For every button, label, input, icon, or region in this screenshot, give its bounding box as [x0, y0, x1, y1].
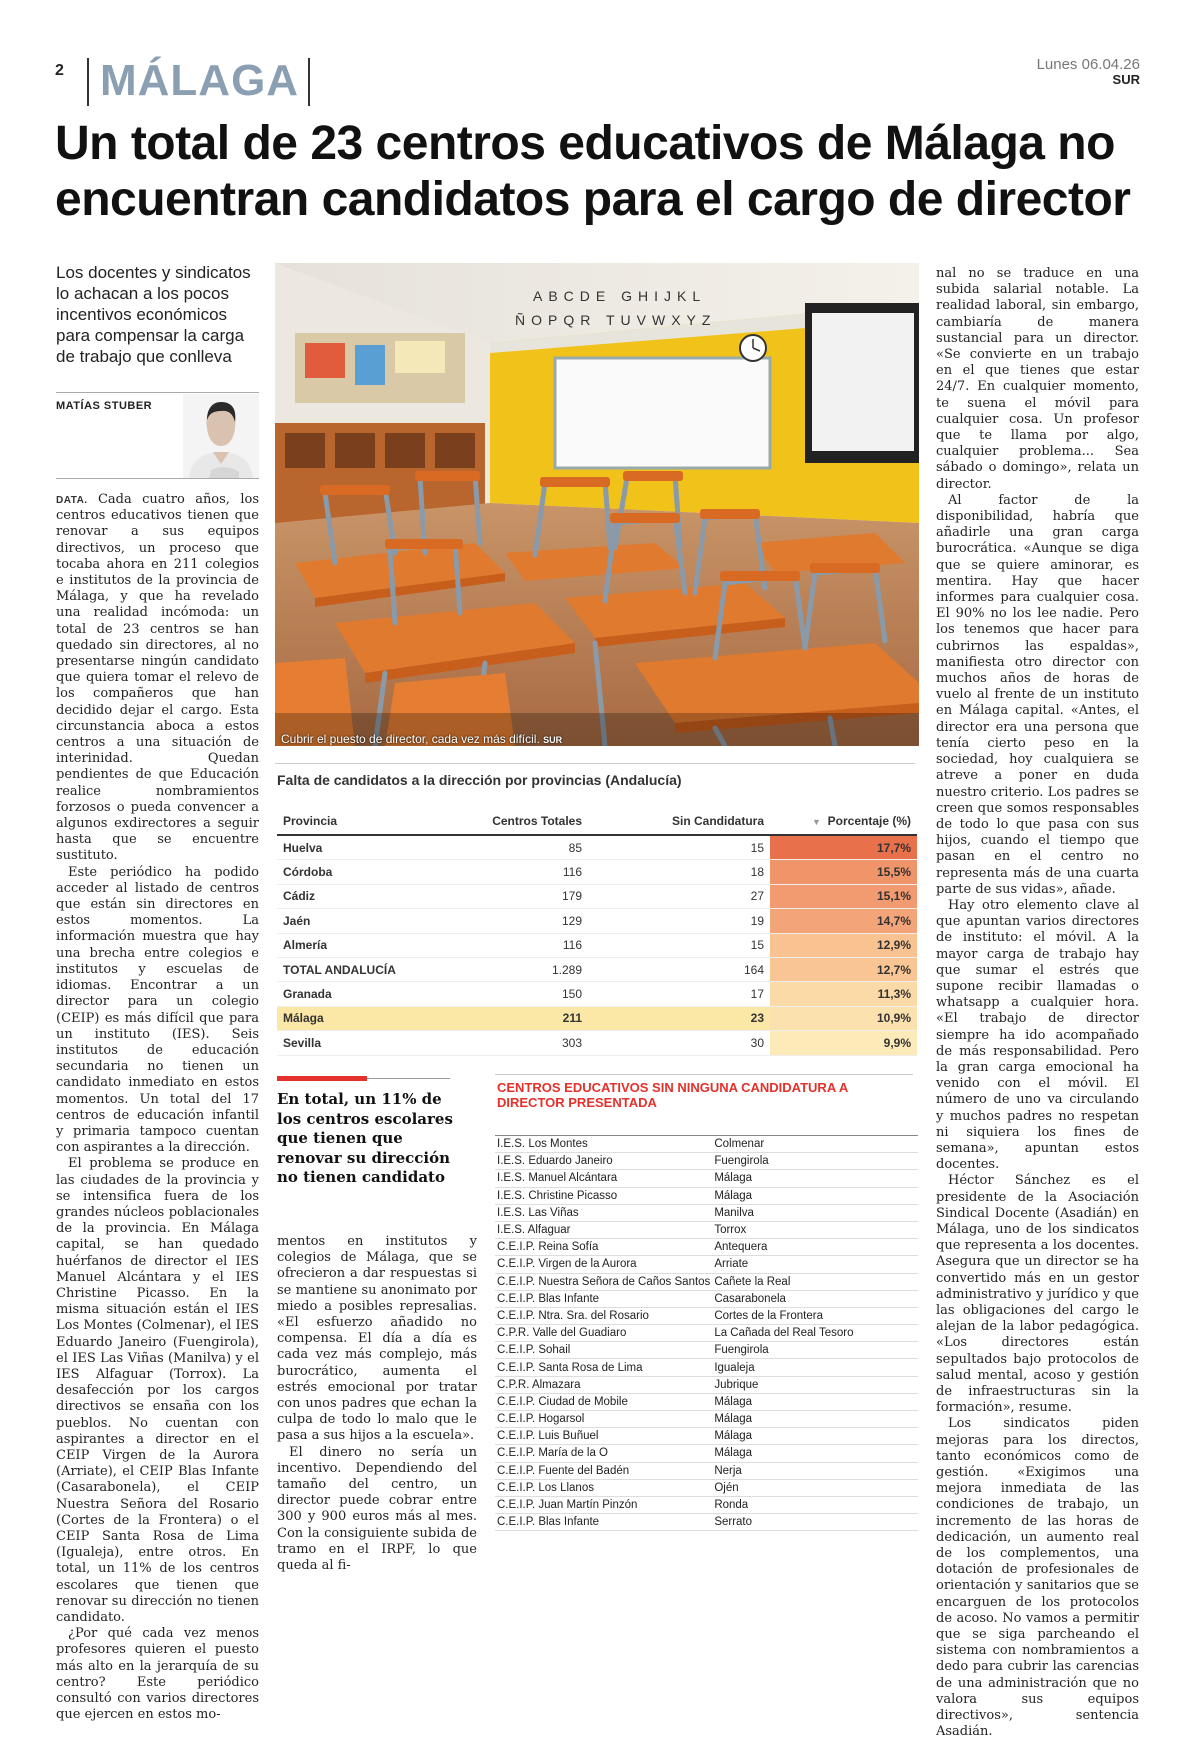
section-divider-left — [87, 58, 89, 106]
table-row — [277, 1006, 917, 1030]
center-name: C.E.I.P. Nuestra Señora de Caños Santos — [495, 1273, 712, 1290]
center-town: Casarabonela — [712, 1290, 918, 1307]
cell-porcentaje: 17,7% — [770, 835, 917, 860]
center-name: C.E.I.P. Los Llanos — [495, 1479, 712, 1496]
table-row — [277, 835, 917, 860]
cell-sin-candidatura: 164 — [588, 957, 770, 981]
cell-sin-candidatura: 15 — [588, 835, 770, 860]
list-item — [495, 1393, 918, 1410]
cell-porcentaje: 12,9% — [770, 933, 917, 957]
cell-provincia: Cádiz — [277, 884, 426, 908]
centers-list — [495, 1135, 918, 1531]
center-name: C.E.I.P. Sohail — [495, 1342, 712, 1359]
center-town: Nerja — [712, 1462, 918, 1479]
center-name: I.E.S. Los Montes — [495, 1136, 712, 1153]
center-town: Arriate — [712, 1256, 918, 1273]
divider — [56, 478, 259, 479]
cell-centros-totales: 303 — [426, 1031, 588, 1055]
center-name: I.E.S. Eduardo Janeiro — [495, 1153, 712, 1170]
divider — [367, 1078, 450, 1079]
center-name: I.E.S. Las Viñas — [495, 1204, 712, 1221]
cell-porcentaje: 12,7% — [770, 957, 917, 981]
table-row — [277, 933, 917, 957]
center-name: I.E.S. Alfaguar — [495, 1221, 712, 1238]
list-item — [495, 1325, 918, 1342]
cell-provincia: Huelva — [277, 835, 426, 860]
cell-provincia: Málaga — [277, 1006, 426, 1030]
table-row — [277, 909, 917, 933]
list-title: CENTROS EDUCATIVOS SIN NINGUNA CANDIDATURA A DIRECTOR PRESENTADA — [497, 1080, 848, 1110]
issue-date: Lunes 06.04.26 — [1036, 56, 1140, 73]
list-item — [495, 1479, 918, 1496]
center-town: Igualeja — [712, 1359, 918, 1376]
cell-centros-totales: 179 — [426, 884, 588, 908]
alphabet-banner-bottom: ÑOPQR TUVWXYZ — [515, 312, 717, 328]
center-town: Málaga — [712, 1445, 918, 1462]
list-item — [495, 1204, 918, 1221]
list-item — [495, 1256, 918, 1273]
center-name: I.E.S. Christine Picasso — [495, 1187, 712, 1204]
pullquote: En total, un 11% de los centros escolares que tienen que renovar su dirección no tienen candidato — [277, 1090, 453, 1186]
center-town: Cañete la Real — [712, 1273, 918, 1290]
center-town: Jubrique — [712, 1376, 918, 1393]
center-town: Málaga — [712, 1393, 918, 1410]
center-town: Manilva — [712, 1204, 918, 1221]
center-town: Málaga — [712, 1428, 918, 1445]
cell-centros-totales: 211 — [426, 1006, 588, 1030]
table-row — [277, 982, 917, 1006]
center-name: C.E.I.P. María de la O — [495, 1445, 712, 1462]
center-town: Málaga — [712, 1411, 918, 1428]
list-item — [495, 1376, 918, 1393]
paragraph: ¿Por qué cada vez menos profesores quieren el puesto más alto en la jerarquía de su centro? Este periódico consultó con varios directores que ejercen en estos mo- — [56, 1626, 259, 1723]
provinces-table — [277, 808, 917, 1056]
list-item — [495, 1462, 918, 1479]
list-item — [495, 1428, 918, 1445]
cell-centros-totales: 150 — [426, 982, 588, 1006]
cell-sin-candidatura: 19 — [588, 909, 770, 933]
cell-provincia: Córdoba — [277, 860, 426, 884]
center-town: Ojén — [712, 1479, 918, 1496]
cell-provincia: Almería — [277, 933, 426, 957]
cell-porcentaje: 11,3% — [770, 982, 917, 1006]
center-name: C.P.R. Almazara — [495, 1376, 712, 1393]
list-item — [495, 1273, 918, 1290]
cell-sin-candidatura: 27 — [588, 884, 770, 908]
table-row — [277, 1031, 917, 1055]
dateline: DATA. — [56, 495, 88, 506]
center-name: C.E.I.P. Santa Rosa de Lima — [495, 1359, 712, 1376]
paragraph: Al factor de la disponibilidad, habría que añadirle una gran carga burocrática. «Aunque se diga que se quiere aminorar, es mentira. Hay que hacer informes para cualquier cosa. El 90% no los lee nadie. Pero los tenemos que hacer para cubrirnos las espaldas», manifiesta otro director con muchos años de horas de vuelo al frente de un instituto en Málaga capital. «Antes, el director era una persona que tenía cierto peso en la sociedad, hoy cualquiera se atreve a poner en duda nuestro criterio. Los padres se creen que somos responsables de todo lo que pasa con sus hijos, cuando el tiempo que pasan en el centro no representa más de una cuarta parte de sus vidas», añade. — [936, 492, 1139, 897]
center-name: C.E.I.P. Virgen de la Aurora — [495, 1256, 712, 1273]
cell-sin-candidatura: 18 — [588, 860, 770, 884]
cell-centros-totales: 129 — [426, 909, 588, 933]
author-photo — [183, 394, 259, 478]
cell-sin-candidatura: 15 — [588, 933, 770, 957]
subtitle: Los docentes y sindicatos lo achacan a los pocos incentivos económicos para compensar la carga de trabajo que conlleva — [56, 263, 251, 366]
center-name: C.E.I.P. Hogarsol — [495, 1411, 712, 1428]
column-header-sin-candidatura: Sin Candidatura — [588, 808, 770, 835]
cell-centros-totales: 1.289 — [426, 957, 588, 981]
cell-provincia: TOTAL ANDALUCÍA — [277, 957, 426, 981]
column-header-centros-totales: Centros Totales — [426, 808, 588, 835]
classroom-photo — [275, 263, 919, 746]
cell-porcentaje: 15,1% — [770, 884, 917, 908]
list-item — [495, 1136, 918, 1153]
list-item — [495, 1239, 918, 1256]
center-town: Antequera — [712, 1239, 918, 1256]
center-town: Cortes de la Frontera — [712, 1307, 918, 1324]
center-name: C.E.I.P. Blas Infante — [495, 1290, 712, 1307]
paragraph: Cada cuatro años, los centros educativos tienen que renovar a sus equipos directivos, un proceso que tocaba ahora en 211 colegios e institutos de la provincia de Málaga, y que ha revelado una realidad incómoda: un total de 23 centros se han quedado sin directores, al no presentarse ningún candidato que quiera tomar el relevo de los compañeros que han decidido dejar el cargo. Esta circunstancia aboca a estos centros a una situación de interinidad. Quedan pendientes de que Educación realice nombramientos forzosos o pueda convencer a algunos exdirectores a seguir hasta que se encuentre sustituto. — [56, 492, 259, 864]
center-name: C.E.I.P. Ciudad de Mobile — [495, 1393, 712, 1410]
newspaper-brand: SUR — [1112, 72, 1140, 87]
list-item — [495, 1496, 918, 1513]
cell-porcentaje: 10,9% — [770, 1006, 917, 1030]
section-title: MÁLAGA — [100, 56, 300, 105]
article-column-2 — [277, 1234, 477, 1574]
table-title: Falta de candidatos a la dirección por provincias (Andalucía) — [277, 772, 682, 788]
table-header-row — [277, 808, 917, 835]
cell-centros-totales: 85 — [426, 835, 588, 860]
page-number: 2 — [55, 62, 64, 79]
paragraph: Este periódico ha podido acceder al listado de centros que están sin directores en estos momentos. La información muestra que hay una brecha entre colegios e institutos y escuelas de idiomas. Encontrar a un director para un colegio (CEIP) es más difícil que para un instituto (IES). Seis institutos de educación secundaria no tienen un candidato inmediato en estos momentos. Un total del 17 centros de educación infantil y primaria tampoco cuentan con aspirantes a la dirección. — [56, 864, 259, 1156]
cell-centros-totales: 116 — [426, 933, 588, 957]
list-item — [495, 1411, 918, 1428]
article-column-4 — [936, 266, 1139, 1740]
column-header-provincia: Provincia — [277, 808, 426, 835]
article-column-1 — [56, 492, 259, 1723]
column-header-porcentaje[interactable]: ▼ Porcentaje (%) — [770, 808, 917, 835]
center-town: Fuengirola — [712, 1342, 918, 1359]
table-row — [277, 884, 917, 908]
paragraph: nal no se traduce en una subida salarial notable. La realidad laboral, sin embargo, cambiaría de manera sustancial para un director. «Se convierte en un trabajo en el que tienes que estar 24/7. En cualquier momento, te suena el móvil para cualquier cosa. Un profesor que te llama por algo, cualquier problema... Sea sábado o domingo», relata un director. — [936, 266, 1139, 492]
table-row — [277, 860, 917, 884]
alphabet-banner-top: ABCDE GHIJKL — [533, 288, 707, 304]
center-town: Serrato — [712, 1514, 918, 1531]
paragraph: Héctor Sánchez es el presidente de la Asociación Sindical Docente (Asadián) en Málaga, uno de los sindicatos que representa a los docentes. Asegura que un director se ha convertido más en un gestor administrativo y jurídico y que las obligaciones del cargo le alejan de la labor pedagógica. «Los directores están sepultados bajo protocolos de salud mental, acoso y gestión de infraestructuras sin la formación», resume. — [936, 1173, 1139, 1416]
paragraph: mentos en institutos y colegios de Málaga, que se ofrecieron a dar respuestas si se mantiene su anonimato por miedo a posibles represalias. «El esfuerzo añadido no compensa. El día a día es cada vez más complejo, más burocrático, aumenta el estrés emocional por tratar con unos padres que echan la culpa de todo lo malo que le pasa a sus hijos a la escuela». — [277, 1234, 477, 1444]
caption-text: Cubrir el puesto de director, cada vez más difícil. — [281, 732, 540, 746]
paragraph: Hay otro elemento clave al que apuntan varios directores de instituto: el móvil. A la mayor carga de trabajo hay que sumar el estrés que supone recibir llamadas o whatsapp a cualquier hora. «El trabajo de director siempre ha ido acompañado de más responsabilidad. Pero la gran carga emocional ha venido con el móvil. El número de uno va circulando y muchos padres no respetan ni siquiera los fines de semana», apuntan estos docentes. — [936, 897, 1139, 1173]
center-name: C.E.I.P. Fuente del Badén — [495, 1462, 712, 1479]
center-name: C.E.I.P. Blas Infante — [495, 1514, 712, 1531]
cell-sin-candidatura: 23 — [588, 1006, 770, 1030]
paragraph: El problema se produce en las ciudades de la provincia y se intensifica fuera de los grandes núcleos poblacionales de la provincia. En Málaga capital, se han quedado huérfanos de director el IES Manuel Alcántara y el IES Christine Picasso. En la misma situación están el IES Los Montes (Colmenar), el IES Eduardo Janeiro (Fuengirola), el IES Las Viñas (Manilva) y el IES Alfaguar (Torrox). La desafección por los cargos directivos se ensaña con los pueblos. No cuentan con aspirantes a director en el CEIP Virgen de la Aurora (Arriate), el CEIP Blas Infante (Casarabonela), el CEIP Nuestra Señora del Rosario (Cortes de la Frontera) o el CEIP Santa Rosa de Lima (Igualeja), entre otros. En total, un 11% de los centros escolares que tienen que renovar su dirección no tienen candidato. — [56, 1156, 259, 1626]
list-item — [495, 1153, 918, 1170]
cell-sin-candidatura: 17 — [588, 982, 770, 1006]
paragraph: El dinero no sería un incentivo. Dependiendo del tamaño del centro, un director puede cobrar entre 300 y 900 euros más al mes. Con la consiguiente subida de tramo en el IRPF, lo que queda al fi- — [277, 1444, 477, 1574]
cell-provincia: Jaén — [277, 909, 426, 933]
sort-icon: ▼ — [812, 817, 821, 827]
center-name: C.E.I.P. Reina Sofía — [495, 1239, 712, 1256]
divider — [275, 763, 915, 764]
list-item — [495, 1187, 918, 1204]
center-name: I.E.S. Manuel Alcántara — [495, 1170, 712, 1187]
center-name: C.E.I.P. Juan Martín Pinzón — [495, 1496, 712, 1513]
paragraph: Los sindicatos piden mejoras para los directos, tanto económicos como de gestión. «Exigimos una mejora inmediata de las condiciones de trabajo, un incremento de las horas de dedicación, un aumento real de los complementos, una dotación de profesionales de orientación y sanitarios que se encarguen de los protocolos de acoso. No vamos a permitir que se siga parcheando el sistema con nombramientos a dedo para cubrir las carencias de una administración que no valora sus equipos directivos», sentencia Asadián. — [936, 1416, 1139, 1740]
list-item — [495, 1307, 918, 1324]
cell-provincia: Granada — [277, 982, 426, 1006]
center-town: Ronda — [712, 1496, 918, 1513]
pullquote-accent-bar — [277, 1076, 367, 1081]
list-item — [495, 1445, 918, 1462]
center-name: C.P.R. Valle del Guadiaro — [495, 1325, 712, 1342]
photo-credit: SUR — [543, 735, 563, 745]
list-item — [495, 1342, 918, 1359]
cell-porcentaje: 15,5% — [770, 860, 917, 884]
list-item — [495, 1359, 918, 1376]
center-town: Málaga — [712, 1187, 918, 1204]
cell-porcentaje: 9,9% — [770, 1031, 917, 1055]
list-item — [495, 1221, 918, 1238]
center-town: Torrox — [712, 1221, 918, 1238]
list-item — [495, 1514, 918, 1531]
cell-provincia: Sevilla — [277, 1031, 426, 1055]
list-item — [495, 1290, 918, 1307]
center-name: C.E.I.P. Luis Buñuel — [495, 1428, 712, 1445]
cell-sin-candidatura: 30 — [588, 1031, 770, 1055]
center-town: La Cañada del Real Tesoro — [712, 1325, 918, 1342]
cell-centros-totales: 116 — [426, 860, 588, 884]
divider — [495, 1074, 913, 1075]
section-divider-right — [308, 58, 310, 106]
center-town: Fuengirola — [712, 1153, 918, 1170]
photo-caption — [281, 732, 562, 746]
divider — [56, 392, 259, 393]
headline: Un total de 23 centros educativos de Málaga no encuentran candidatos para el cargo de director — [55, 117, 1131, 226]
list-item — [495, 1170, 918, 1187]
table-row — [277, 957, 917, 981]
cell-porcentaje: 14,7% — [770, 909, 917, 933]
center-name: C.E.I.P. Ntra. Sra. del Rosario — [495, 1307, 712, 1324]
author-byline: MATÍAS STUBER — [56, 400, 153, 412]
center-town: Colmenar — [712, 1136, 918, 1153]
center-town: Málaga — [712, 1170, 918, 1187]
